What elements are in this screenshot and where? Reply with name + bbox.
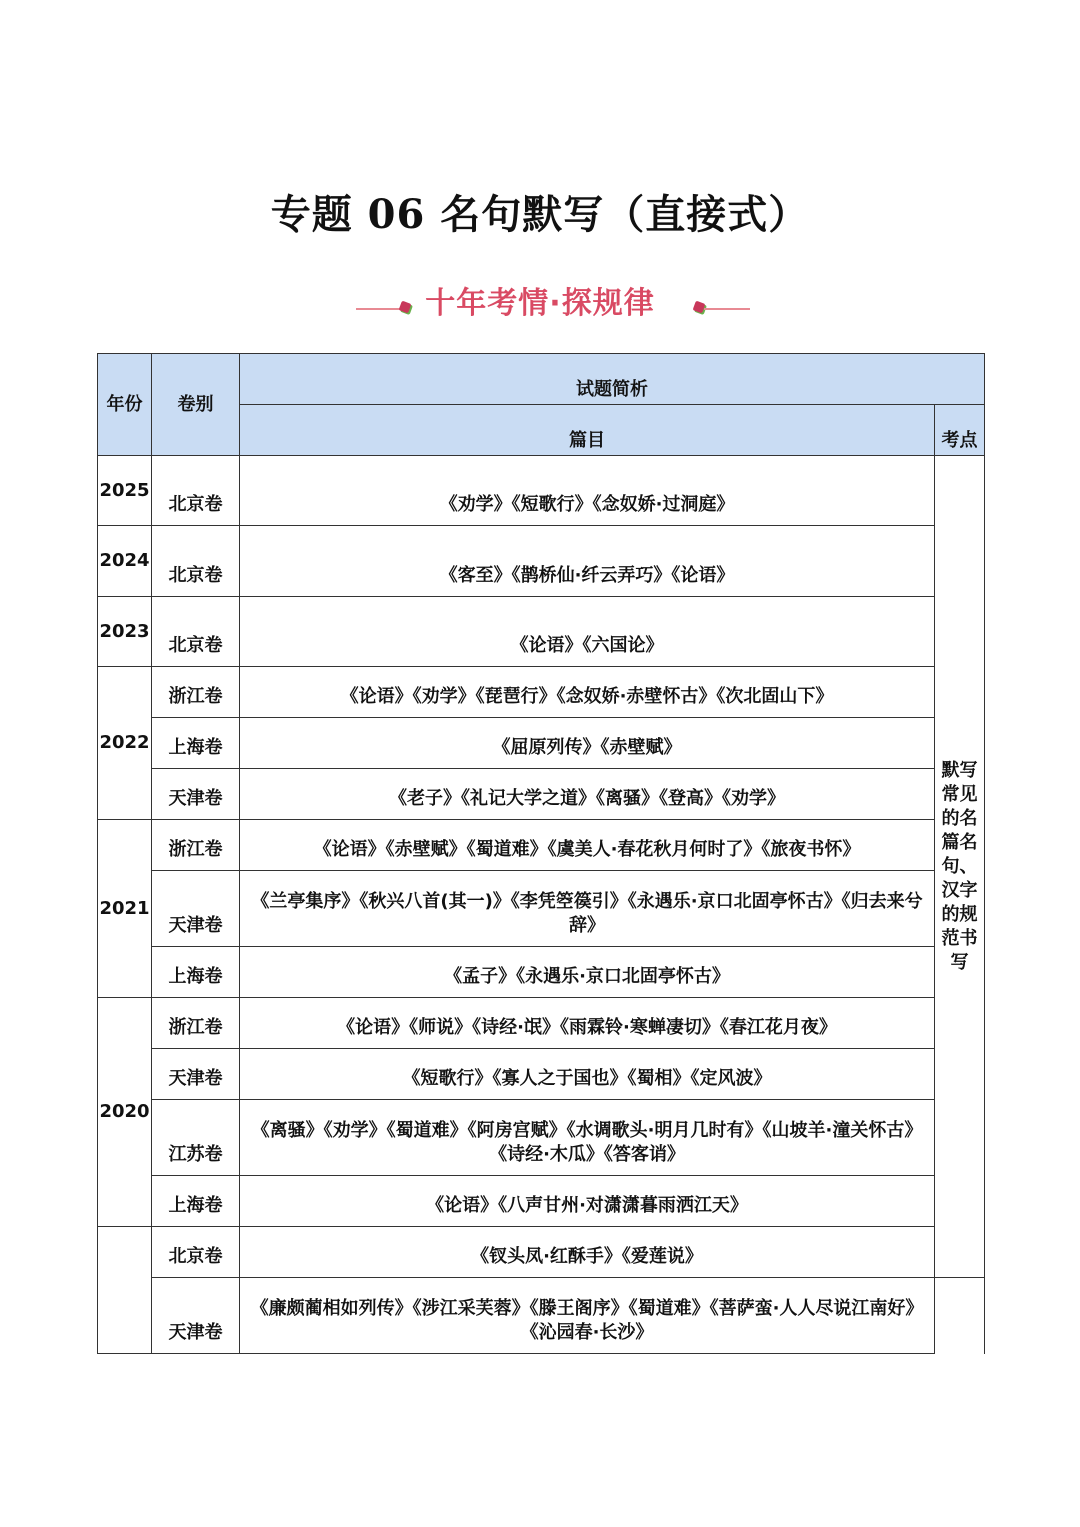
titles-cell: 《客至》《鹊桥仙·纤云弄巧》《论语》 <box>240 526 935 597</box>
titles-cell: 《论语》《八声甘州·对潇潇暮雨洒江天》 <box>240 1176 935 1227</box>
titles-cell: 《老子》《礼记大学之道》《离骚》《登高》《劝学》 <box>240 769 935 820</box>
paper-cell: 上海卷 <box>152 1176 240 1227</box>
paper-cell: 北京卷 <box>152 597 240 667</box>
paper-cell: 北京卷 <box>152 456 240 526</box>
exam-table <box>97 353 985 1354</box>
table-row <box>98 718 985 769</box>
header-point: 考点 <box>935 405 985 456</box>
titles-cell: 《劝学》《短歌行》《念奴娇·过洞庭》 <box>240 456 935 526</box>
paper-cell: 北京卷 <box>152 1227 240 1278</box>
header-paper: 卷别 <box>152 354 240 456</box>
year-cell: 2024 <box>98 526 152 597</box>
table-row <box>98 526 985 597</box>
table-row <box>98 667 985 718</box>
table-row <box>98 998 985 1049</box>
header-titles: 篇目 <box>240 405 935 456</box>
section-subtitle: 十年考情·探规律 <box>425 286 655 321</box>
titles-cell: 《屈原列传》《赤壁赋》 <box>240 718 935 769</box>
year-cell: 2021 <box>98 820 152 998</box>
page-title: 专题 06 名句默写（直接式） <box>270 191 810 238</box>
table-row <box>98 1049 985 1100</box>
table-row <box>98 1278 985 1354</box>
header-year: 年份 <box>98 354 152 456</box>
banner-line-right <box>704 308 750 310</box>
paper-cell: 上海卷 <box>152 718 240 769</box>
paper-cell: 天津卷 <box>152 871 240 947</box>
table-row <box>98 820 985 871</box>
titles-cell: 《钗头凤·红酥手》《爱莲说》 <box>240 1227 935 1278</box>
year-cell: 2023 <box>98 597 152 667</box>
paper-cell: 浙江卷 <box>152 820 240 871</box>
paper-cell: 天津卷 <box>152 769 240 820</box>
point-cell: 默写常见的名篇名句、汉字的规范书写 <box>935 456 985 1278</box>
table-row <box>98 456 985 526</box>
year-cell: 2022 <box>98 667 152 820</box>
year-cell: 2025 <box>98 456 152 526</box>
titles-cell: 《论语》《赤壁赋》《蜀道难》《虞美人·春花秋月何时了》《旅夜书怀》 <box>240 820 935 871</box>
table-row <box>98 597 985 667</box>
titles-cell: 《孟子》《永遇乐·京口北固亭怀古》 <box>240 947 935 998</box>
year-cell <box>98 1227 152 1354</box>
paper-cell: 江苏卷 <box>152 1100 240 1176</box>
titles-cell: 《论语》《师说》《诗经·氓》《雨霖铃·寒蝉凄切》《春江花月夜》 <box>240 998 935 1049</box>
table-row <box>98 1176 985 1227</box>
table-row <box>98 871 985 947</box>
table-row <box>98 947 985 998</box>
paper-cell: 浙江卷 <box>152 998 240 1049</box>
paper-cell: 北京卷 <box>152 526 240 597</box>
section-banner <box>0 278 1080 322</box>
table-header-row <box>98 354 985 405</box>
table-row <box>98 1227 985 1278</box>
paper-cell: 天津卷 <box>152 1049 240 1100</box>
titles-cell: 《短歌行》《寡人之于国也》《蜀相》《定风波》 <box>240 1049 935 1100</box>
paper-cell: 天津卷 <box>152 1278 240 1354</box>
titles-cell: 《论语》《劝学》《琵琶行》《念奴娇·赤壁怀古》《次北固山下》 <box>240 667 935 718</box>
header-analysis: 试题简析 <box>240 354 985 405</box>
titles-cell: 《兰亭集序》《秋兴八首(其一)》《李凭箜篌引》《永遇乐·京口北固亭怀古》《归去来兮辞》 <box>240 871 935 947</box>
year-cell: 2020 <box>98 998 152 1227</box>
table-row <box>98 1100 985 1176</box>
paper-cell: 上海卷 <box>152 947 240 998</box>
titles-cell: 《论语》《六国论》 <box>240 597 935 667</box>
table-row <box>98 769 985 820</box>
titles-cell: 《廉颇蔺相如列传》《涉江采芙蓉》《滕王阁序》《蜀道难》《菩萨蛮·人人尽说江南好》《沁园春·长沙》 <box>240 1278 935 1354</box>
paper-cell: 浙江卷 <box>152 667 240 718</box>
point-empty-cell <box>935 1278 985 1354</box>
titles-cell: 《离骚》《劝学》《蜀道难》《阿房宫赋》《水调歌头·明月几时有》《山坡羊·潼关怀古》《诗经·木瓜》《答客诮》 <box>240 1100 935 1176</box>
